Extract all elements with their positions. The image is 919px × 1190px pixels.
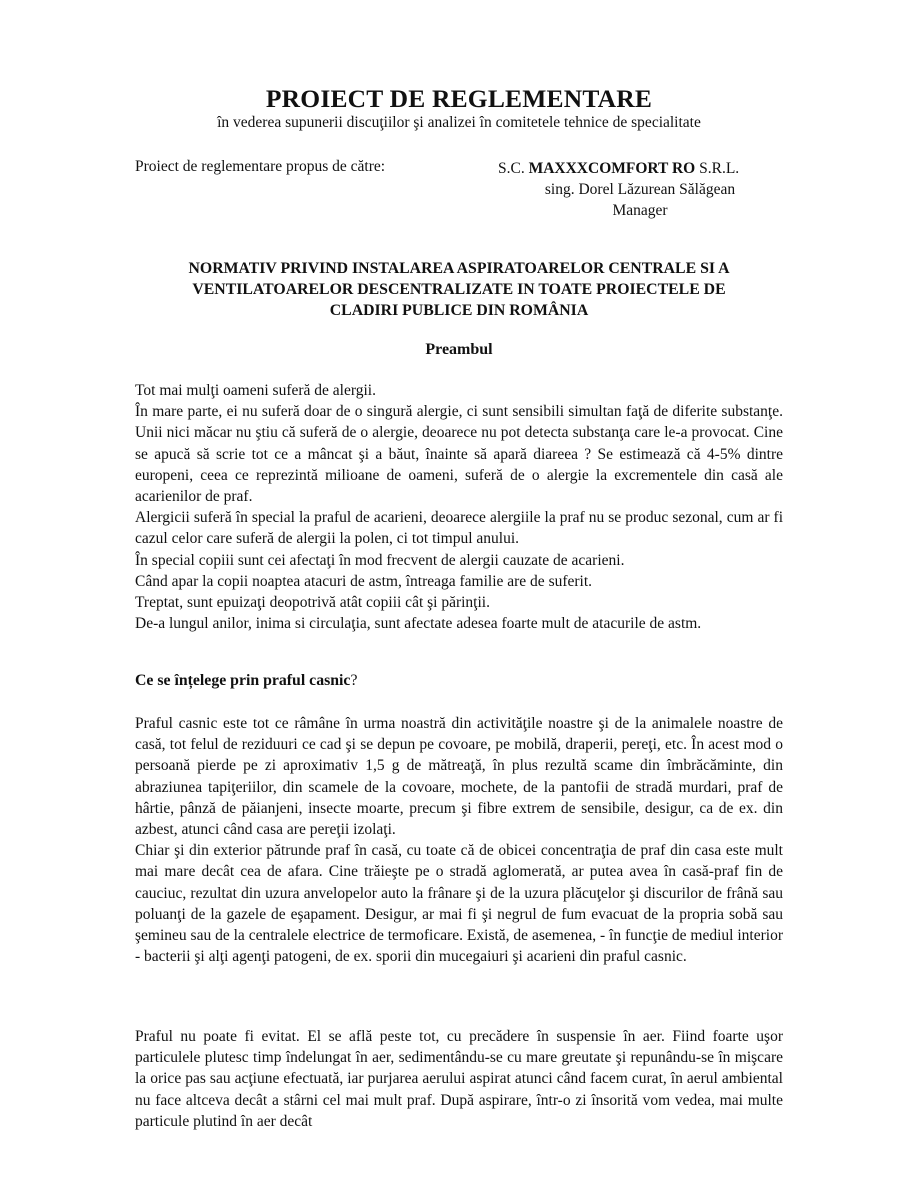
section-heading-bold: Ce se înțelege prin praful casnic [135, 672, 351, 689]
company-suffix: S.R.L. [695, 160, 740, 177]
paragraph: Alergicii suferă în special la praful de acarieni, deoarece alergiile la praf nu se produc sezonal, cum ar fi cazul celor care suferă de alergii la polen, ci tot timpul anului. [135, 509, 783, 548]
section-heading [135, 672, 357, 690]
document-subtitle: în vederea supunerii discuţiilor şi analizei în comitetele tehnice de specialitate [217, 114, 701, 131]
paragraph: Treptat, sunt epuizaţi deopotrivă atât copiii cât şi părinţii. [135, 594, 490, 612]
proposer-label: Proiect de reglementare propus de către: [135, 158, 386, 175]
section-body-1 [135, 713, 783, 967]
company-line [490, 158, 790, 179]
paragraph: Chiar şi din exterior pătrunde praf în casă, cu toate că de obicei concentraţia de praf din casa este mult mai mare decât cea de afara. Cine trăieşte pe o stradă aglomerată, ar putea avea în casă-praf fin de cauciuc, rezultat din uzura anvelopelor auto la frânare şi de la uzura plăcuţelor şi discurilor de frână sau poluanţi de la gazele de eşapament. Desigur, ar mai fi şi negrul de fum evacuat de la propria sobă sau şemineu sau de la centralele electrice de termoficare. Există, de asemenea, - în funcţie de mediul interior - bacterii şi alţi agenţi patogeni, de ex. sporii din mucegaiuri şi acarieni din praful casnic. [135, 842, 783, 966]
paragraph: Când apar la copii noaptea atacuri de astm, întreaga familie are de suferit. [135, 572, 593, 590]
paragraph: De-a lungul anilor, inima si circulaţia, sunt afectate adesea foarte mult de atacurile de astm. [135, 615, 702, 633]
preamble-heading: Preambul [425, 341, 493, 358]
proposer-person: sing. Dorel Lăzurean Sălăgean [544, 181, 736, 198]
document-title: PROIECT DE REGLEMENTARE [265, 84, 653, 113]
normativ-line: CLADIRI PUBLICE DIN ROMÂNIA [329, 302, 589, 319]
normativ-title [135, 258, 783, 321]
paragraph: Praful nu poate fi evitat. El se află peste tot, cu precădere în suspensie în aer. Fiind foarte uşor particulele plutesc timp îndelungat în aer, sedimentându-se cu mare greutate şi repunându-se în mişcare la orice pas sau acţiune efectuată, iar purjarea aerului aspirat atunci când facem curat, în aerul ambiental nu face altceva decât a stârni cel mai mult praf. După aspirare, într-o zi însorită vom vedea, mai multe particule plutind în aer decât [135, 1028, 783, 1130]
preamble-body [135, 380, 783, 634]
normativ-line: NORMATIV PRIVIND INSTALAREA ASPIRATOARELOR CENTRALE SI A [188, 260, 730, 277]
paragraph: În mare parte, ei nu suferă doar de o singură alergie, ci sunt sensibili simultan faţă de diferite substanţe. Unii nici măcar nu ştiu că suferă de o alergie, deoarece nu pot detecta substanţa care le-a provocat. Cine se apucă să scrie tot ce a mâncat şi a băut, înainte să apară diareea ? Se estimează că 4-5% dintre europeni, ceea ce reprezintă milioane de oameni, suferă de o alergie la excrementele din casă ale acarienilor de praf. [135, 403, 783, 506]
proposer-block [490, 158, 790, 221]
normativ-line: VENTILATOARELOR DESCENTRALIZATE IN TOATE PROIECTELE DE [192, 281, 726, 298]
paragraph: Tot mai mulţi oameni suferă de alergii. [135, 382, 376, 399]
paragraph: Praful casnic este tot ce râmâne în urma noastră din activităţile noastre şi de la animalele noastre de casă, tot felul de reziduuri ce cad şi se depun pe covoare, pe mobilă, draperii, pereţi, etc. În acest mod o persoană pierde pe zi aproximativ 1,5 g de mătreaţă, în plus rezultă scame din îmbrăcăminte, din abraziunea tapiţeriilor, din scamele de la covoare, mochete, de la pantofii de stradă murdari, praf de hârtie, pânză de păianjeni, insecte moarte, precum şi fibre extrem de sensibile, desigur, ca de ex. din azbest, atunci când casa are pereţii izolaţi. [135, 715, 783, 839]
section-heading-tail: ? [350, 672, 358, 689]
section-body-2 [135, 1026, 783, 1132]
company-name: MAXXXCOMFORT RO [528, 160, 696, 177]
paragraph: În special copiii sunt cei afectaţi în mod frecvent de alergii cauzate de acarieni. [135, 551, 625, 569]
company-prefix: S.C. [498, 160, 529, 177]
proposer-role: Manager [612, 202, 668, 219]
